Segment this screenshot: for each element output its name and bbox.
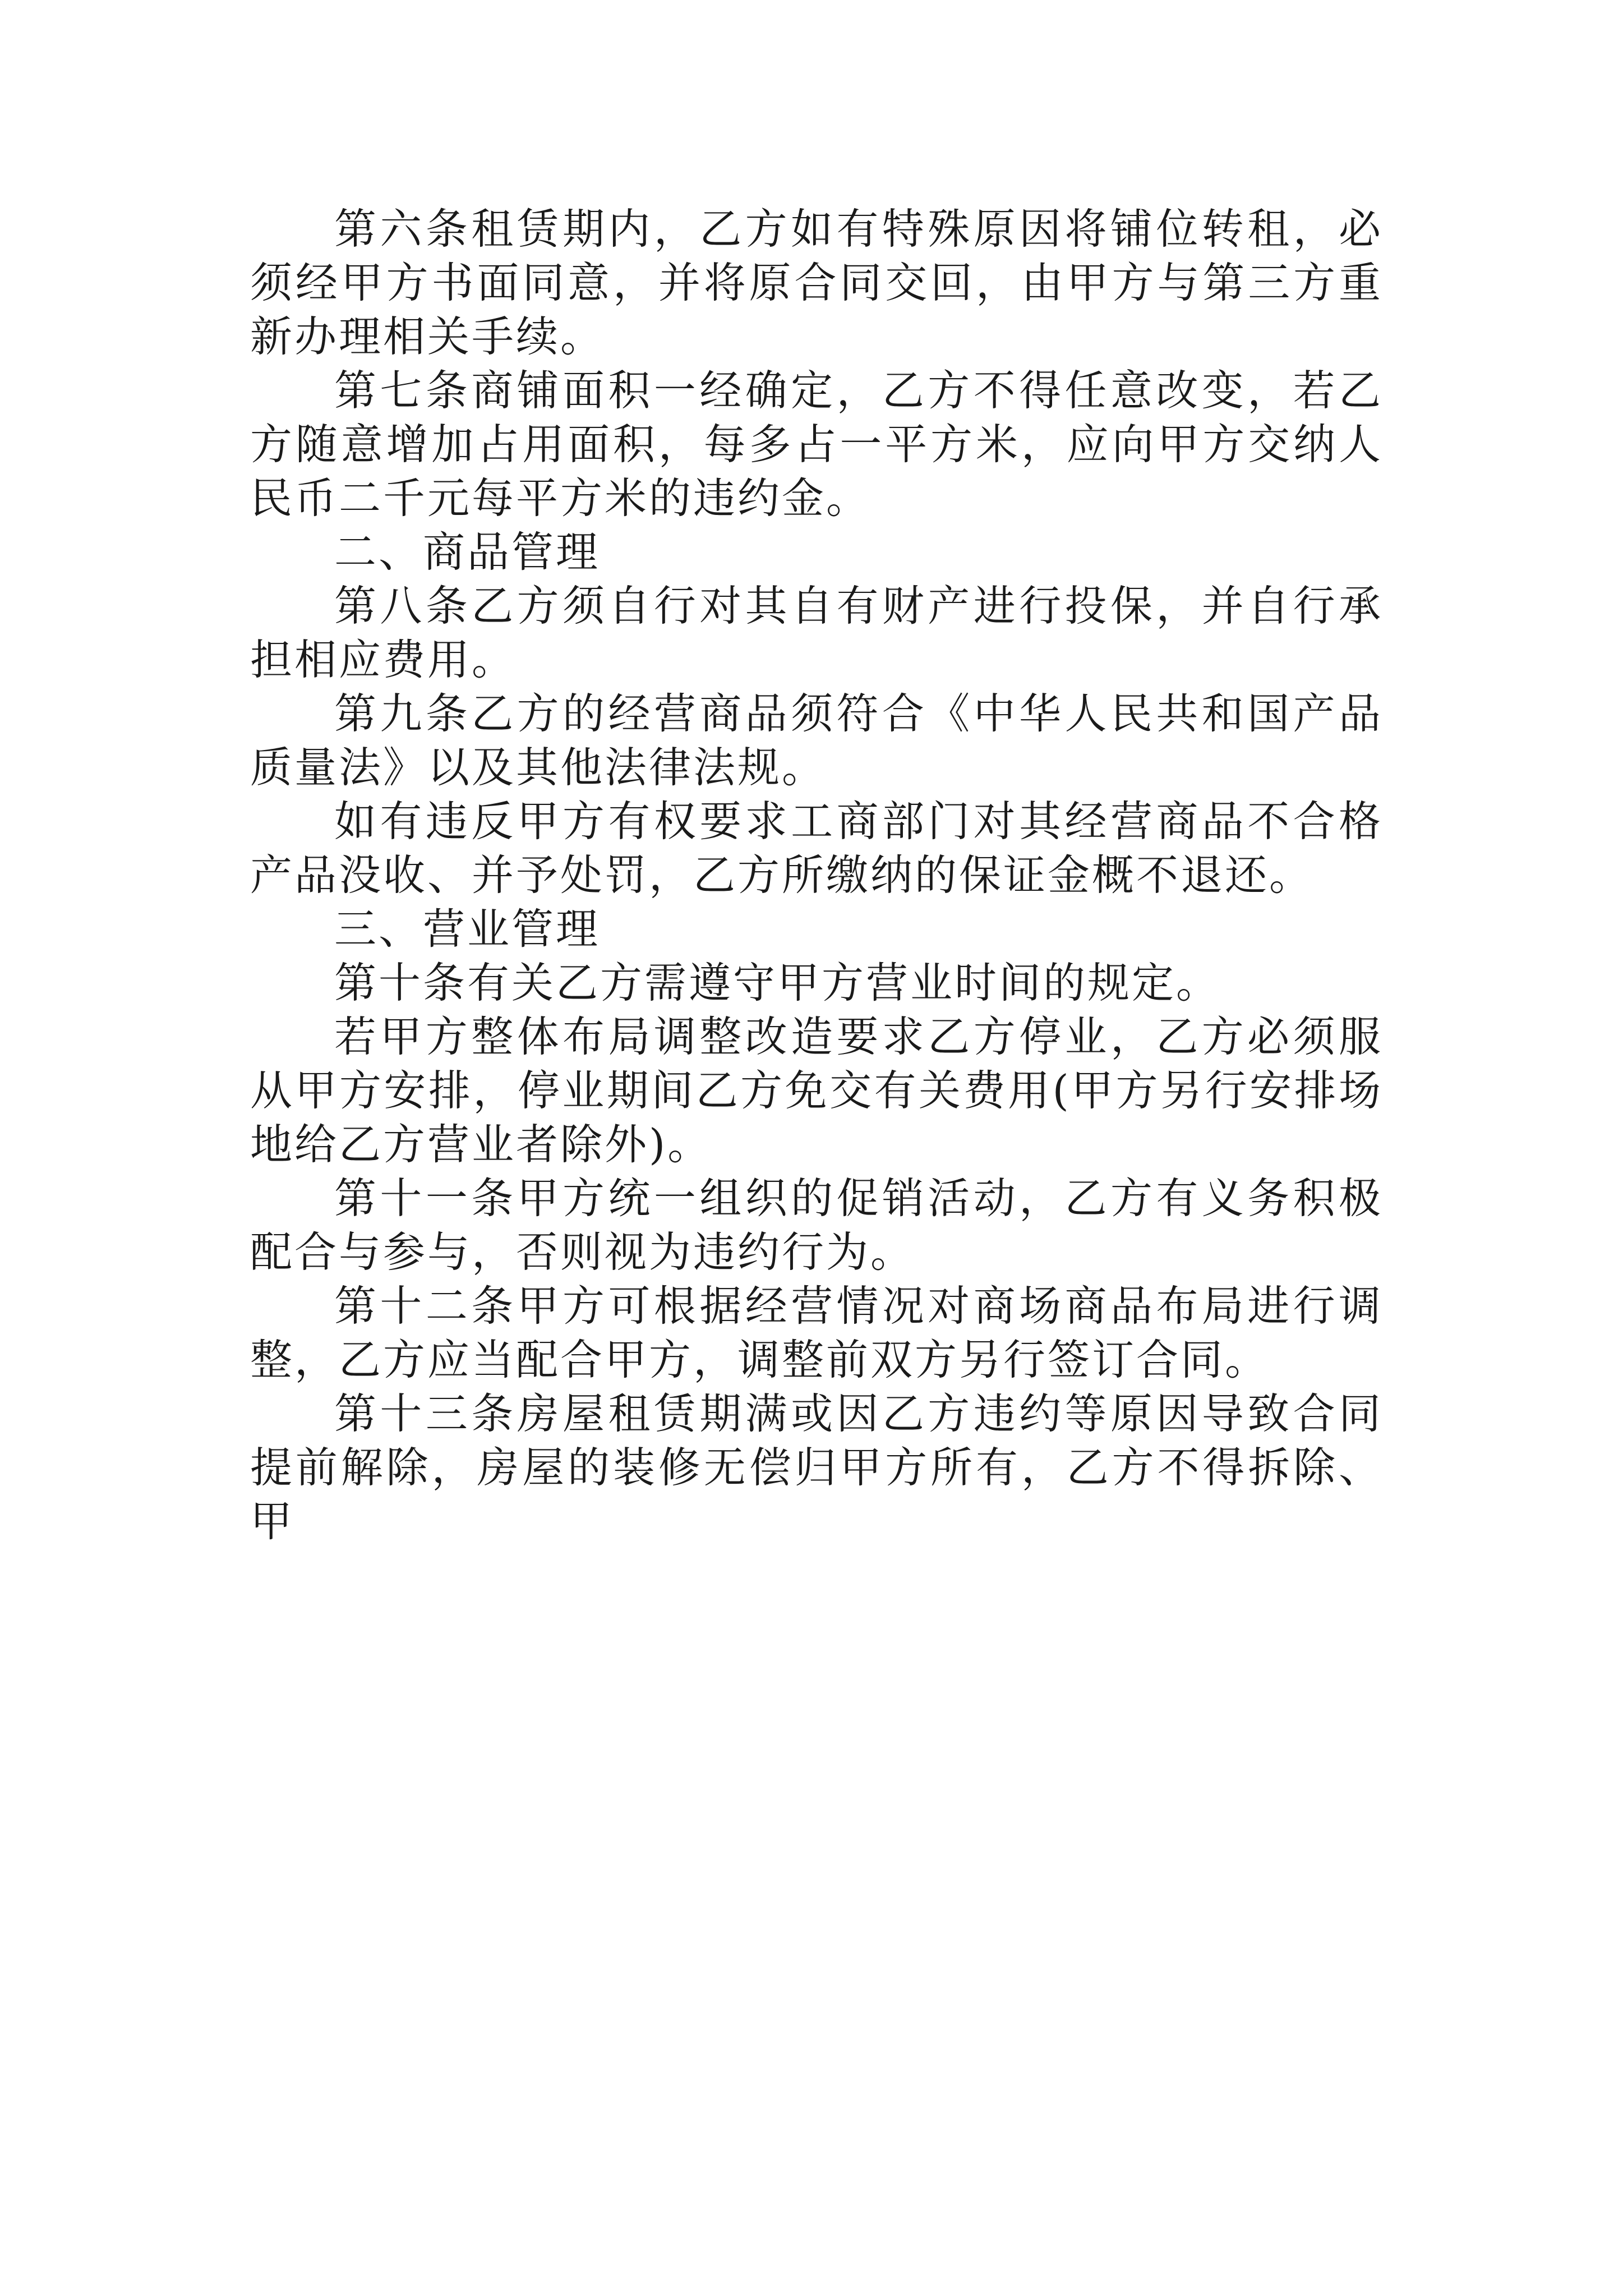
article-10-paragraph: 第十条有关乙方需遵守甲方营业时间的规定。: [334, 958, 1221, 1007]
article-9-paragraph: 第九条乙方的经营商品须符合《中华人民共和国产品质量法》以及其他法律法规。: [250, 689, 1383, 792]
article-7-paragraph: 第七条商铺面积一经确定，乙方不得任意改变，若乙方随意增加占用面积，每多占一平方米，应向甲方交纳人民币二千元每平方米的违约金。: [250, 366, 1383, 523]
article-12-paragraph: 第十二条甲方可根据经营情况对商场商品布局进行调整，乙方应当配合甲方，调整前双方另行签订合同。: [250, 1281, 1383, 1384]
section-heading-goods-management: 二、商品管理: [334, 527, 601, 577]
article-8-paragraph: 第八条乙方须自行对其自有财产进行投保，并自行承担相应费用。: [250, 581, 1383, 684]
article-11-paragraph: 第十一条甲方统一组织的促销活动，乙方有义务积极配合与参与，否则视为违约行为。: [250, 1174, 1383, 1277]
violation-paragraph: 如有违反甲方有权要求工商部门对其经营商品不合格产品没收、并予处罚，乙方所缴纳的保证金概不退还。: [250, 797, 1383, 900]
article-6-paragraph: 第六条租赁期内，乙方如有特殊原因将铺位转租，必须经甲方书面同意，并将原合同交回，由甲方与第三方重新办理相关手续。: [250, 204, 1383, 361]
document-body: [250, 202, 1383, 1548]
section-heading-business-management: 三、营业管理: [334, 904, 601, 954]
article-13-paragraph: 第十三条房屋租赁期满或因乙方违约等原因导致合同提前解除，房屋的装修无偿归甲方所有，乙方不得拆除、甲: [250, 1389, 1383, 1546]
suspension-paragraph: 若甲方整体布局调整改造要求乙方停业，乙方必须服从甲方安排，停业期间乙方免交有关费用(甲方另行安排场地给乙方营业者除外)。: [250, 1012, 1383, 1169]
